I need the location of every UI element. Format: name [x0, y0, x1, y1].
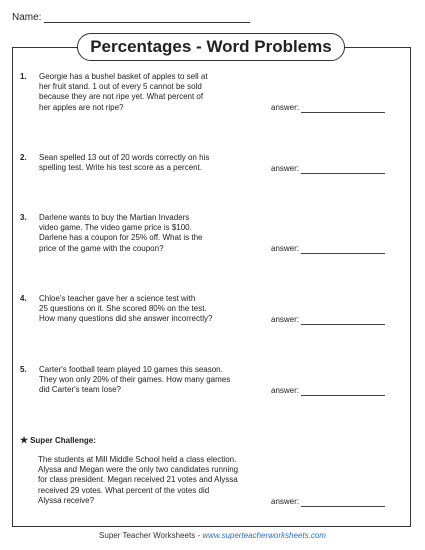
problem-number: 2.: [20, 153, 27, 162]
worksheet-title: Percentages - Word Problems: [77, 33, 345, 61]
name-label: Name:: [12, 12, 42, 23]
problem-text: Chloe's teacher gave her a science test with 25 questions on it. She scored 80% on the test. How many questions did she answer incorrectly?: [39, 294, 213, 324]
problem-1: [20, 72, 410, 122]
footer: [0, 531, 425, 540]
answer-line[interactable]: [301, 105, 385, 113]
name-field-line[interactable]: [44, 13, 250, 23]
problem-text: The students at Mill Middle School held a class election. Alyssa and Megan were the only two candidates running for class president. Megan received 21 votes and Alyssa received 29 votes. What percent of the votes did Alyssa receive?: [38, 455, 239, 505]
answer-label: answer:: [271, 386, 300, 395]
problem-text: Darlene wants to buy the Martian Invaders video game. The video game price is $100. Darlene has a coupon for 25% off. What is the price of the game with the coupon?: [39, 213, 203, 253]
answer-label: answer:: [271, 103, 300, 112]
footer-url-link[interactable]: www.superteacherworksheets.com: [202, 531, 326, 540]
answer-line[interactable]: [301, 388, 385, 396]
super-challenge-heading: [20, 435, 96, 446]
answer-area: [271, 244, 385, 254]
super-challenge-title: Super Challenge:: [30, 436, 96, 445]
answer-label: answer:: [271, 315, 300, 324]
answer-line[interactable]: [301, 499, 385, 507]
problem-2: [20, 153, 410, 183]
star-icon: ★: [20, 435, 29, 445]
answer-area: [271, 497, 385, 507]
answer-label: answer:: [271, 497, 300, 506]
answer-area: [271, 386, 385, 396]
answer-line[interactable]: [301, 317, 385, 325]
problem-number: 5.: [20, 365, 27, 374]
answer-area: [271, 164, 385, 174]
problem-3: [20, 213, 410, 263]
problem-number: 1.: [20, 72, 27, 81]
problem-4: [20, 294, 410, 334]
answer-label: answer:: [271, 244, 300, 253]
name-row: [12, 12, 250, 23]
problem-text: Sean spelled 13 out of 20 words correctly on his spelling test. Write his test score as a percent.: [39, 153, 210, 173]
answer-area: [271, 103, 385, 113]
answer-line[interactable]: [301, 166, 385, 174]
problem-5: [20, 365, 410, 405]
problem-text: Carter's football team played 10 games this season. They won only 20% of their games. How many games did Carter's team lose?: [39, 365, 231, 395]
problem-text: Georgie has a bushel basket of apples to sell at her fruit stand. 1 out of every 5 cannot be sold because they are not ripe yet. What percent of her apples are not ripe?: [39, 72, 208, 112]
problem-number: 4.: [20, 294, 27, 303]
super-challenge-problem: [20, 455, 410, 510]
problem-number: 3.: [20, 213, 27, 222]
answer-area: [271, 315, 385, 325]
answer-line[interactable]: [301, 246, 385, 254]
answer-label: answer:: [271, 164, 300, 173]
footer-brand: Super Teacher Worksheets -: [99, 531, 203, 540]
